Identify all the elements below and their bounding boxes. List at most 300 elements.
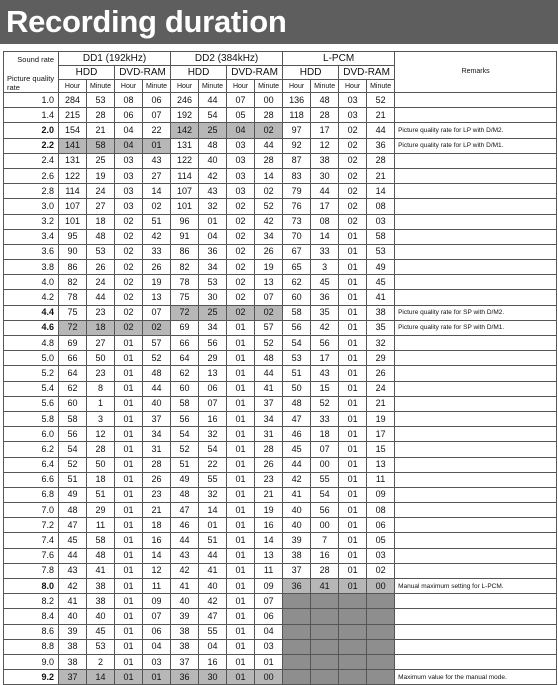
table-row: [4, 563, 557, 578]
cell-lpcm-dvdram-minute: 21: [367, 108, 395, 123]
cell-lpcm-dvdram-hour: 02: [339, 214, 367, 229]
table-row: [4, 351, 557, 366]
cell-dd2-dvdram-minute: 11: [255, 563, 283, 578]
cell-dd2-hdd-minute: 16: [199, 411, 227, 426]
cell-dd1-hdd-minute: 24: [87, 184, 115, 199]
cell-dd1-hdd-minute: 27: [87, 336, 115, 351]
cell-lpcm-hdd-hour: 54: [283, 336, 311, 351]
cell-dd1-dvdram-hour: 02: [115, 214, 143, 229]
cell-dd2-dvdram-hour: 02: [227, 290, 255, 305]
unit-header-hour: Hour: [227, 80, 255, 93]
cell-lpcm-dvdram-minute: 45: [367, 275, 395, 290]
cell-dd2-dvdram-hour: 01: [227, 503, 255, 518]
cell-dd2-dvdram-hour: 01: [227, 563, 255, 578]
table-row: [4, 138, 557, 153]
cell-dd2-dvdram-hour: 05: [227, 108, 255, 123]
table-row: [4, 427, 557, 442]
cell-dd1-dvdram-minute: 40: [143, 396, 171, 411]
cell-dd1-dvdram-minute: 01: [143, 138, 171, 153]
cell-dd2-dvdram-minute: 42: [255, 214, 283, 229]
cell-dd2-dvdram-hour: 01: [227, 487, 255, 502]
cell-dd1-dvdram-minute: 06: [143, 624, 171, 639]
cell-dd2-dvdram-hour: 02: [227, 199, 255, 214]
cell-dd2-hdd-minute: 22: [199, 457, 227, 472]
table-row: [4, 214, 557, 229]
cell-rate: 4.8: [4, 336, 59, 351]
cell-dd2-dvdram-hour: 02: [227, 305, 255, 320]
cell-dd2-dvdram-hour: 01: [227, 381, 255, 396]
cell-dd2-hdd-hour: 114: [171, 168, 199, 183]
table-body: [4, 93, 557, 685]
cell-lpcm-dvdram-hour: [339, 670, 367, 685]
cell-dd2-hdd-hour: 43: [171, 548, 199, 563]
cell-dd2-dvdram-hour: 01: [227, 351, 255, 366]
cell-dd1-dvdram-hour: 01: [115, 670, 143, 685]
cell-lpcm-hdd-minute: 55: [311, 472, 339, 487]
cell-lpcm-hdd-hour: 73: [283, 214, 311, 229]
cell-rate: 6.4: [4, 457, 59, 472]
cell-dd2-hdd-minute: 42: [199, 168, 227, 183]
cell-dd1-hdd-hour: 42: [59, 579, 87, 594]
cell-remarks: [395, 548, 557, 563]
cell-remarks: Maximum value for the manual mode.: [395, 670, 557, 685]
cell-lpcm-dvdram-hour: 01: [339, 427, 367, 442]
cell-dd2-dvdram-hour: 02: [227, 229, 255, 244]
cell-lpcm-hdd-minute: [311, 594, 339, 609]
media-header-dd2-dvdram: DVD-RAM: [227, 66, 283, 80]
cell-dd1-dvdram-hour: 02: [115, 260, 143, 275]
cell-lpcm-dvdram-minute: [367, 670, 395, 685]
cell-dd1-dvdram-minute: 31: [143, 442, 171, 457]
cell-rate: 5.0: [4, 351, 59, 366]
recording-duration-table: [3, 51, 557, 685]
cell-dd1-dvdram-minute: 27: [143, 168, 171, 183]
cell-dd1-hdd-minute: 41: [87, 563, 115, 578]
cell-dd1-dvdram-hour: 01: [115, 624, 143, 639]
cell-dd2-hdd-hour: 66: [171, 336, 199, 351]
cell-lpcm-hdd-minute: 14: [311, 229, 339, 244]
cell-dd2-hdd-hour: 75: [171, 290, 199, 305]
cell-remarks: [395, 594, 557, 609]
cell-dd2-hdd-minute: 25: [199, 305, 227, 320]
cell-dd1-hdd-hour: 114: [59, 184, 87, 199]
cell-lpcm-dvdram-hour: 01: [339, 229, 367, 244]
cell-rate: 7.2: [4, 518, 59, 533]
cell-dd1-hdd-minute: 18: [87, 320, 115, 335]
cell-remarks: [395, 93, 557, 108]
cell-remarks: [395, 260, 557, 275]
cell-lpcm-dvdram-hour: 03: [339, 108, 367, 123]
cell-lpcm-dvdram-hour: 01: [339, 381, 367, 396]
cell-dd2-dvdram-hour: 01: [227, 366, 255, 381]
table-row: [4, 503, 557, 518]
table-row: [4, 442, 557, 457]
table-row: [4, 609, 557, 624]
cell-dd1-dvdram-hour: 01: [115, 533, 143, 548]
cell-remarks: Picture quality rate for SP with D/M2.: [395, 305, 557, 320]
cell-remarks: [395, 336, 557, 351]
cell-dd1-dvdram-minute: 52: [143, 351, 171, 366]
cell-lpcm-hdd-minute: 33: [311, 244, 339, 259]
cell-dd1-hdd-minute: 27: [87, 199, 115, 214]
cell-rate: 7.6: [4, 548, 59, 563]
unit-header-hour: Hour: [283, 80, 311, 93]
cell-remarks: Picture quality rate for LP with D/M1.: [395, 138, 557, 153]
cell-lpcm-hdd-minute: 07: [311, 442, 339, 457]
cell-dd2-dvdram-minute: 16: [255, 518, 283, 533]
cell-lpcm-hdd-minute: 15: [311, 381, 339, 396]
cell-dd1-dvdram-minute: 23: [143, 487, 171, 502]
cell-lpcm-hdd-hour: 48: [283, 396, 311, 411]
cell-dd2-dvdram-hour: 01: [227, 427, 255, 442]
table-row: [4, 168, 557, 183]
cell-remarks: [395, 563, 557, 578]
cell-dd2-hdd-minute: 30: [199, 670, 227, 685]
cell-dd1-hdd-hour: 38: [59, 654, 87, 669]
cell-dd1-hdd-hour: 51: [59, 472, 87, 487]
cell-dd1-hdd-hour: 41: [59, 594, 87, 609]
cell-dd2-dvdram-minute: 37: [255, 396, 283, 411]
cell-dd1-hdd-hour: 141: [59, 138, 87, 153]
unit-header-minute: Minute: [311, 80, 339, 93]
cell-lpcm-hdd-hour: [283, 654, 311, 669]
table-row: [4, 305, 557, 320]
cell-rate: 5.4: [4, 381, 59, 396]
cell-dd2-dvdram-minute: 07: [255, 290, 283, 305]
cell-dd1-hdd-minute: 53: [87, 93, 115, 108]
cell-lpcm-hdd-minute: 36: [311, 290, 339, 305]
cell-dd1-hdd-minute: 29: [87, 503, 115, 518]
table-row: [4, 153, 557, 168]
cell-lpcm-hdd-minute: 18: [311, 427, 339, 442]
cell-lpcm-hdd-minute: 52: [311, 396, 339, 411]
group-header-dd2: DD2 (384kHz): [171, 52, 283, 66]
cell-dd1-hdd-hour: 52: [59, 457, 87, 472]
cell-lpcm-hdd-hour: 136: [283, 93, 311, 108]
cell-dd1-hdd-minute: 19: [87, 168, 115, 183]
cell-lpcm-dvdram-hour: 02: [339, 168, 367, 183]
cell-dd2-dvdram-minute: 02: [255, 305, 283, 320]
cell-dd1-dvdram-minute: 04: [143, 639, 171, 654]
cell-dd1-dvdram-hour: 01: [115, 639, 143, 654]
cell-dd1-dvdram-hour: 01: [115, 442, 143, 457]
cell-dd1-hdd-hour: 62: [59, 381, 87, 396]
cell-lpcm-hdd-hour: 40: [283, 503, 311, 518]
cell-dd2-hdd-hour: 56: [171, 411, 199, 426]
cell-remarks: [395, 654, 557, 669]
cell-dd2-dvdram-minute: 28: [255, 442, 283, 457]
cell-lpcm-dvdram-hour: 01: [339, 275, 367, 290]
cell-lpcm-hdd-minute: 45: [311, 275, 339, 290]
cell-lpcm-dvdram-minute: 35: [367, 320, 395, 335]
unit-header-minute: Minute: [87, 80, 115, 93]
cell-remarks: [395, 214, 557, 229]
table-row: [4, 624, 557, 639]
cell-dd1-hdd-minute: 2: [87, 654, 115, 669]
cell-dd1-hdd-hour: 107: [59, 199, 87, 214]
cell-dd1-hdd-minute: 28: [87, 108, 115, 123]
cell-dd2-dvdram-minute: 26: [255, 457, 283, 472]
cell-lpcm-hdd-minute: [311, 654, 339, 669]
cell-dd2-hdd-minute: 04: [199, 229, 227, 244]
cell-remarks: [395, 639, 557, 654]
cell-dd2-dvdram-hour: 01: [227, 518, 255, 533]
cell-lpcm-dvdram-minute: 14: [367, 184, 395, 199]
cell-dd1-dvdram-hour: 03: [115, 199, 143, 214]
cell-dd2-dvdram-hour: 04: [227, 123, 255, 138]
unit-header-minute: Minute: [255, 80, 283, 93]
cell-dd2-dvdram-minute: 31: [255, 427, 283, 442]
cell-lpcm-hdd-minute: 38: [311, 153, 339, 168]
cell-lpcm-hdd-hour: 46: [283, 427, 311, 442]
cell-lpcm-hdd-minute: 42: [311, 320, 339, 335]
cell-lpcm-hdd-hour: 38: [283, 548, 311, 563]
cell-lpcm-dvdram-hour: 01: [339, 518, 367, 533]
cell-dd2-dvdram-hour: 01: [227, 472, 255, 487]
cell-rate: 6.0: [4, 427, 59, 442]
cell-rate: 8.0: [4, 579, 59, 594]
cell-lpcm-hdd-hour: 39: [283, 533, 311, 548]
cell-rate: 4.4: [4, 305, 59, 320]
cell-dd2-hdd-minute: 55: [199, 472, 227, 487]
table-row: [4, 381, 557, 396]
cell-dd1-hdd-minute: 50: [87, 351, 115, 366]
cell-lpcm-dvdram-minute: 03: [367, 214, 395, 229]
cell-lpcm-hdd-minute: 48: [311, 93, 339, 108]
cell-dd2-dvdram-hour: 01: [227, 411, 255, 426]
cell-remarks: [395, 244, 557, 259]
cell-dd1-dvdram-hour: 02: [115, 305, 143, 320]
cell-dd2-hdd-hour: 38: [171, 624, 199, 639]
table-row: [4, 366, 557, 381]
cell-lpcm-dvdram-hour: [339, 654, 367, 669]
cell-dd2-dvdram-hour: 01: [227, 336, 255, 351]
cell-dd2-hdd-hour: 48: [171, 487, 199, 502]
cell-dd2-hdd-hour: 37: [171, 654, 199, 669]
cell-dd1-hdd-minute: 24: [87, 275, 115, 290]
cell-dd1-hdd-minute: 51: [87, 487, 115, 502]
cell-lpcm-dvdram-hour: 01: [339, 548, 367, 563]
cell-dd2-hdd-hour: 131: [171, 138, 199, 153]
cell-lpcm-dvdram-hour: 01: [339, 487, 367, 502]
cell-dd2-hdd-hour: 62: [171, 366, 199, 381]
cell-lpcm-dvdram-hour: 02: [339, 123, 367, 138]
cell-dd2-hdd-hour: 64: [171, 351, 199, 366]
cell-remarks: [395, 184, 557, 199]
cell-dd1-hdd-minute: 12: [87, 427, 115, 442]
cell-lpcm-hdd-minute: 56: [311, 336, 339, 351]
cell-dd2-hdd-minute: 04: [199, 639, 227, 654]
cell-rate: 5.2: [4, 366, 59, 381]
cell-lpcm-hdd-hour: 92: [283, 138, 311, 153]
cell-lpcm-hdd-hour: [283, 594, 311, 609]
cell-lpcm-dvdram-hour: 01: [339, 351, 367, 366]
cell-dd2-dvdram-hour: 01: [227, 579, 255, 594]
unit-header-hour: Hour: [171, 80, 199, 93]
cell-dd2-hdd-hour: 192: [171, 108, 199, 123]
cell-dd1-dvdram-minute: 33: [143, 244, 171, 259]
cell-lpcm-hdd-hour: 45: [283, 442, 311, 457]
cell-dd1-dvdram-hour: 01: [115, 563, 143, 578]
cell-lpcm-dvdram-hour: 01: [339, 503, 367, 518]
cell-dd1-dvdram-minute: 06: [143, 93, 171, 108]
table-row: [4, 639, 557, 654]
cell-dd2-hdd-minute: 30: [199, 290, 227, 305]
cell-dd1-dvdram-hour: 06: [115, 108, 143, 123]
cell-dd2-hdd-minute: 54: [199, 108, 227, 123]
cell-rate: 3.8: [4, 260, 59, 275]
table-row: [4, 548, 557, 563]
cell-dd2-hdd-minute: 53: [199, 275, 227, 290]
cell-dd1-hdd-minute: 50: [87, 457, 115, 472]
cell-dd1-dvdram-minute: 42: [143, 229, 171, 244]
table-row: [4, 594, 557, 609]
cell-dd1-dvdram-hour: 01: [115, 594, 143, 609]
cell-dd2-hdd-minute: 56: [199, 336, 227, 351]
cell-dd2-hdd-hour: 41: [171, 579, 199, 594]
cell-lpcm-hdd-minute: 00: [311, 457, 339, 472]
cell-lpcm-hdd-minute: 56: [311, 503, 339, 518]
cell-lpcm-dvdram-minute: 17: [367, 427, 395, 442]
cell-dd2-dvdram-minute: 44: [255, 138, 283, 153]
cell-dd1-hdd-hour: 69: [59, 336, 87, 351]
cell-dd2-dvdram-hour: 03: [227, 138, 255, 153]
cell-lpcm-dvdram-minute: 09: [367, 487, 395, 502]
table-row: [4, 290, 557, 305]
cell-dd2-hdd-hour: 54: [171, 427, 199, 442]
cell-remarks: [395, 503, 557, 518]
cell-lpcm-hdd-minute: 54: [311, 487, 339, 502]
cell-dd1-dvdram-minute: 07: [143, 305, 171, 320]
cell-lpcm-dvdram-hour: 01: [339, 457, 367, 472]
cell-rate: 5.6: [4, 396, 59, 411]
cell-lpcm-dvdram-minute: 58: [367, 229, 395, 244]
cell-dd1-hdd-minute: 11: [87, 518, 115, 533]
title-bar: [0, 0, 558, 44]
cell-dd1-hdd-minute: 8: [87, 381, 115, 396]
cell-dd1-hdd-hour: 45: [59, 533, 87, 548]
table-row: [4, 108, 557, 123]
cell-dd1-hdd-minute: 58: [87, 533, 115, 548]
cell-rate: 1.0: [4, 93, 59, 108]
cell-dd1-dvdram-minute: 12: [143, 563, 171, 578]
cell-dd2-hdd-minute: 06: [199, 381, 227, 396]
cell-dd2-hdd-hour: 60: [171, 381, 199, 396]
cell-remarks: Picture quality rate for LP with D/M2.: [395, 123, 557, 138]
table-row: [4, 411, 557, 426]
cell-rate: 2.8: [4, 184, 59, 199]
cell-dd1-hdd-minute: 26: [87, 260, 115, 275]
cell-rate: 7.4: [4, 533, 59, 548]
cell-dd1-dvdram-minute: 34: [143, 427, 171, 442]
cell-lpcm-dvdram-minute: 32: [367, 336, 395, 351]
cell-lpcm-hdd-hour: 60: [283, 290, 311, 305]
cell-dd2-hdd-minute: 47: [199, 609, 227, 624]
cell-rate: 8.4: [4, 609, 59, 624]
cell-remarks: [395, 472, 557, 487]
cell-lpcm-dvdram-minute: [367, 654, 395, 669]
cell-lpcm-dvdram-hour: [339, 624, 367, 639]
cell-lpcm-hdd-minute: 7: [311, 533, 339, 548]
cell-lpcm-hdd-hour: 83: [283, 168, 311, 183]
cell-dd2-dvdram-minute: 19: [255, 503, 283, 518]
cell-lpcm-hdd-hour: [283, 670, 311, 685]
cell-dd1-hdd-hour: 75: [59, 305, 87, 320]
cell-lpcm-hdd-hour: 40: [283, 518, 311, 533]
cell-dd2-hdd-hour: 47: [171, 503, 199, 518]
cell-dd1-hdd-minute: 38: [87, 579, 115, 594]
cell-dd2-hdd-hour: 42: [171, 563, 199, 578]
cell-lpcm-hdd-hour: 62: [283, 275, 311, 290]
cell-dd1-hdd-minute: 48: [87, 229, 115, 244]
cell-dd1-hdd-minute: 23: [87, 366, 115, 381]
cell-dd2-hdd-hour: 38: [171, 639, 199, 654]
cell-lpcm-hdd-minute: 12: [311, 138, 339, 153]
cell-dd1-hdd-minute: 45: [87, 624, 115, 639]
cell-dd1-dvdram-minute: 21: [143, 503, 171, 518]
cell-dd2-hdd-hour: 101: [171, 199, 199, 214]
cell-dd1-hdd-minute: 40: [87, 609, 115, 624]
cell-dd2-dvdram-hour: 01: [227, 609, 255, 624]
cell-dd1-dvdram-hour: 04: [115, 123, 143, 138]
cell-dd1-dvdram-minute: 14: [143, 548, 171, 563]
cell-lpcm-hdd-hour: 41: [283, 487, 311, 502]
cell-lpcm-dvdram-hour: 01: [339, 290, 367, 305]
cell-dd2-hdd-minute: 54: [199, 442, 227, 457]
cell-dd1-hdd-minute: 18: [87, 214, 115, 229]
cell-dd2-hdd-hour: 46: [171, 518, 199, 533]
cell-remarks: [395, 108, 557, 123]
cell-remarks: [395, 609, 557, 624]
cell-lpcm-dvdram-hour: 01: [339, 411, 367, 426]
cell-lpcm-hdd-hour: 76: [283, 199, 311, 214]
cell-dd2-dvdram-minute: 23: [255, 472, 283, 487]
cell-dd1-hdd-minute: 1: [87, 396, 115, 411]
table-row: [4, 244, 557, 259]
cell-dd2-hdd-hour: 44: [171, 533, 199, 548]
cell-dd1-dvdram-hour: 03: [115, 168, 143, 183]
cell-rate: 5.8: [4, 411, 59, 426]
cell-dd2-dvdram-hour: 03: [227, 153, 255, 168]
cell-dd1-dvdram-hour: 03: [115, 153, 143, 168]
cell-lpcm-hdd-minute: 35: [311, 305, 339, 320]
cell-remarks: [395, 290, 557, 305]
cell-dd2-hdd-minute: 34: [199, 260, 227, 275]
unit-header-minute: Minute: [367, 80, 395, 93]
cell-rate: 3.2: [4, 214, 59, 229]
cell-lpcm-dvdram-minute: 38: [367, 305, 395, 320]
cell-rate: 7.0: [4, 503, 59, 518]
cell-rate: 3.0: [4, 199, 59, 214]
cell-lpcm-hdd-hour: 44: [283, 457, 311, 472]
cell-dd1-dvdram-minute: 22: [143, 123, 171, 138]
cell-dd2-hdd-hour: 36: [171, 670, 199, 685]
cell-lpcm-dvdram-minute: 52: [367, 93, 395, 108]
cell-dd1-hdd-hour: 48: [59, 503, 87, 518]
cell-dd1-dvdram-minute: 48: [143, 366, 171, 381]
cell-dd2-hdd-minute: 01: [199, 518, 227, 533]
cell-dd2-hdd-minute: 14: [199, 503, 227, 518]
cell-dd2-dvdram-minute: 00: [255, 670, 283, 685]
cell-dd2-hdd-minute: 44: [199, 93, 227, 108]
cell-lpcm-hdd-minute: [311, 670, 339, 685]
cell-dd2-dvdram-minute: 52: [255, 199, 283, 214]
cell-remarks: [395, 199, 557, 214]
cell-rate: 8.2: [4, 594, 59, 609]
cell-lpcm-dvdram-minute: 53: [367, 244, 395, 259]
unit-header-minute: Minute: [199, 80, 227, 93]
cell-dd1-hdd-hour: 49: [59, 487, 87, 502]
